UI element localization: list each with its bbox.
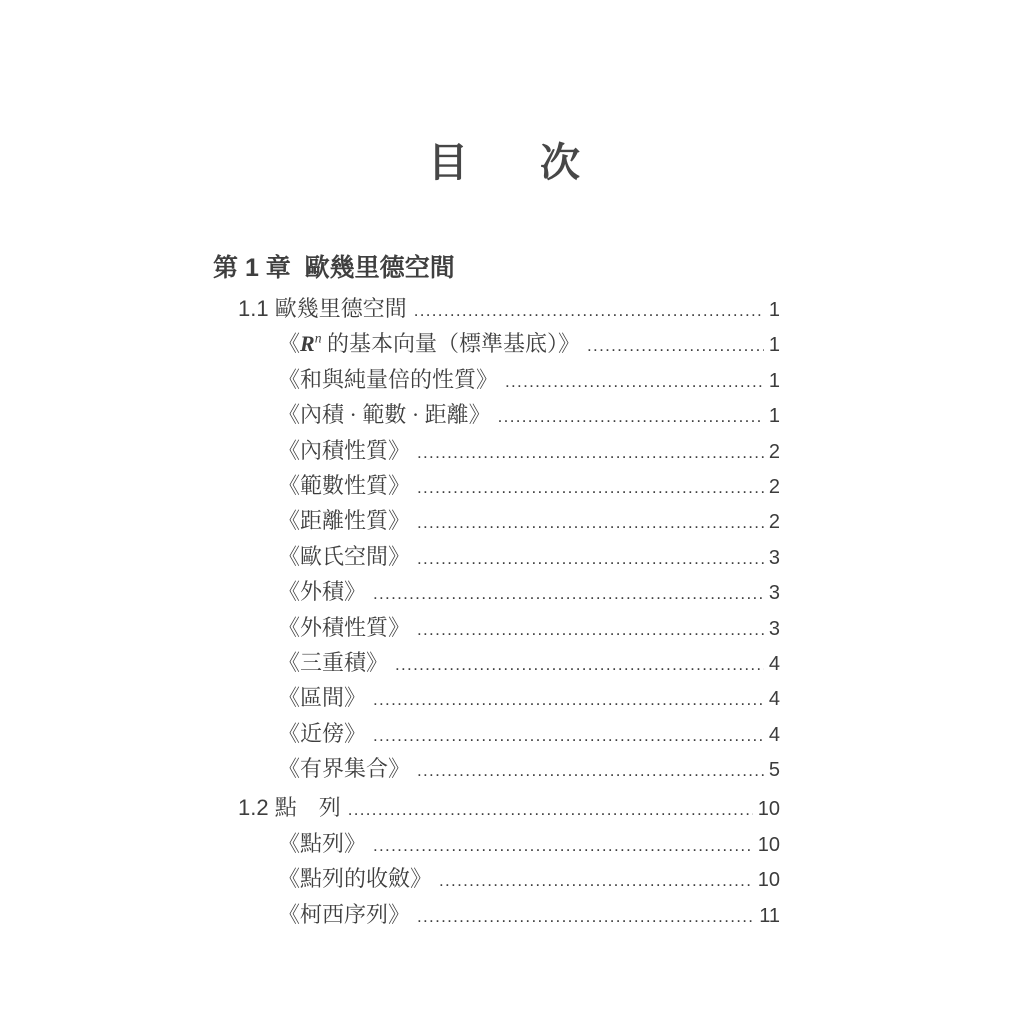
toc-entry-page: 3 — [768, 546, 780, 569]
toc-entry-page: 4 — [768, 688, 780, 711]
dot-leader — [417, 899, 754, 934]
toc-entry — [213, 716, 780, 751]
dot-leader — [417, 435, 764, 470]
toc-entry-label: 《點列》 — [278, 830, 367, 856]
toc-entry — [213, 362, 780, 397]
toc-entry — [213, 326, 780, 361]
toc-entry-label: 《柯西序列》 — [278, 901, 411, 927]
toc-entry-label: 《內積性質》 — [278, 437, 411, 463]
toc-entry-label: 《和與純量倍的性質》 — [278, 366, 499, 392]
toc-entry — [213, 610, 780, 645]
dot-leader — [414, 293, 764, 328]
toc-entry-page: 1 — [768, 299, 780, 321]
chapter-heading: 第 1 章 歐幾里德空間 — [213, 254, 455, 282]
dot-leader — [373, 682, 764, 717]
toc-entry-label: 《點列的收斂》 — [278, 866, 433, 892]
dot-leader — [348, 792, 753, 827]
dot-leader — [417, 753, 764, 788]
toc-entry — [213, 680, 780, 715]
dot-leader — [417, 612, 764, 647]
dot-leader — [417, 505, 764, 540]
toc-entry-label: 《歐氏空間》 — [278, 543, 411, 569]
toc-entry — [213, 468, 780, 503]
dot-leader — [373, 718, 764, 753]
toc-entry-label: 1.1 歐幾里德空間 — [238, 296, 407, 321]
dot-leader — [417, 541, 764, 576]
dot-leader — [439, 863, 753, 898]
toc-entry — [213, 645, 780, 680]
toc-entry — [213, 861, 780, 896]
toc-entry-page: 1 — [768, 405, 780, 428]
toc-entry-page: 2 — [768, 440, 780, 463]
dot-leader — [373, 576, 764, 611]
toc-entry-page: 3 — [768, 617, 780, 640]
toc-entry-page: 4 — [768, 652, 780, 675]
dot-leader — [587, 328, 764, 363]
toc-entry-label: 《外積》 — [278, 579, 367, 605]
toc-entry — [213, 751, 780, 786]
label-suffix: 的基本向量（標準基底）》 — [321, 331, 581, 357]
toc-entry — [213, 539, 780, 574]
toc-entry — [213, 574, 780, 609]
toc-entry — [213, 433, 780, 468]
toc-entry-page: 2 — [768, 475, 780, 498]
toc-entry-page: 4 — [768, 723, 780, 746]
toc-entry-page: 11 — [759, 904, 780, 927]
toc-entry-label: 《距離性質》 — [278, 508, 411, 534]
toc-entry — [213, 826, 780, 861]
toc-entry-page: 5 — [768, 759, 780, 782]
label-prefix: 《 — [278, 331, 301, 357]
toc-entry-section — [213, 291, 780, 326]
toc-entry-label: 《三重積》 — [278, 649, 389, 675]
toc-entry-label: 《內積 · 範數 · 距離》 — [278, 402, 491, 428]
dot-leader — [498, 399, 764, 434]
toc-entry-label: 1.2 點 列 — [238, 795, 341, 821]
toc-entry-page: 1 — [768, 369, 780, 392]
toc-entry-label: 《外積性質》 — [278, 614, 411, 640]
toc-list — [213, 291, 780, 932]
math-symbol-R: R — [300, 331, 315, 357]
toc-entry-label — [278, 326, 580, 361]
toc-entry-page: 10 — [757, 833, 780, 856]
dot-leader — [505, 364, 764, 399]
dot-leader — [373, 828, 753, 863]
toc-entry-page: 1 — [768, 334, 780, 357]
toc-entry-label: 《範數性質》 — [278, 472, 411, 498]
toc-entry-label: 《區間》 — [278, 685, 367, 711]
page-title: 目 次 — [428, 141, 596, 185]
math-superscript-n: n — [314, 331, 322, 347]
dot-leader — [395, 647, 764, 682]
toc-entry-label: 《有界集合》 — [278, 756, 411, 782]
toc-entry-section — [213, 790, 780, 825]
toc-entry — [213, 397, 780, 432]
toc-entry-label: 《近傍》 — [278, 720, 367, 746]
toc-entry-page: 10 — [757, 798, 780, 821]
toc-entry-page: 2 — [768, 511, 780, 534]
toc-entry-page: 3 — [768, 582, 780, 605]
toc-entry-page: 10 — [757, 869, 780, 892]
toc-entry — [213, 503, 780, 538]
toc-entry — [213, 897, 780, 932]
dot-leader — [417, 470, 764, 505]
